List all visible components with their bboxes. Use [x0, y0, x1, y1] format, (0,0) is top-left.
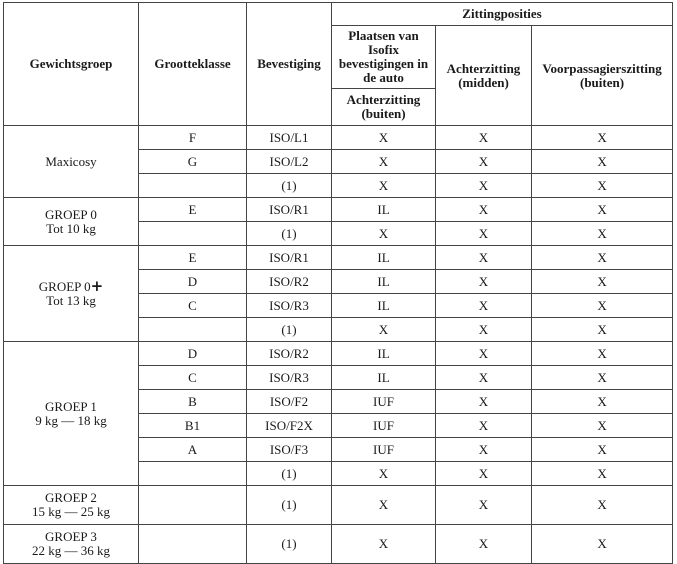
- group-name-line1: GROEP 1: [45, 398, 97, 414]
- mounting-cell: ISO/R3: [247, 366, 332, 390]
- rear-outer-cell: X: [332, 525, 436, 564]
- mounting-cell: ISO/R1: [247, 246, 332, 270]
- header-front-passenger: Voorpassagierszitting (buiten): [532, 26, 673, 126]
- size-class-cell: F: [139, 126, 247, 150]
- rear-middle-cell: X: [436, 438, 532, 462]
- size-class-cell: E: [139, 246, 247, 270]
- mounting-cell: ISO/F3: [247, 438, 332, 462]
- rear-outer-cell: X: [332, 126, 436, 150]
- mounting-cell: (1): [247, 174, 332, 198]
- group-name-groep-0-plus: [4, 246, 139, 342]
- rear-middle-cell: X: [436, 246, 532, 270]
- table-row: [4, 342, 673, 366]
- rear-outer-cell: IL: [332, 270, 436, 294]
- front-passenger-cell: X: [532, 198, 673, 222]
- rear-outer-cell: IUF: [332, 438, 436, 462]
- rear-outer-cell: X: [332, 462, 436, 486]
- rear-outer-cell: IL: [332, 342, 436, 366]
- header-isofix-places: Plaatsen van Isofix bevestigingen in de auto: [332, 26, 436, 89]
- rear-middle-cell: X: [436, 222, 532, 246]
- mounting-cell: ISO/R2: [247, 270, 332, 294]
- rear-middle-cell: X: [436, 198, 532, 222]
- rear-outer-cell: IUF: [332, 390, 436, 414]
- front-passenger-cell: X: [532, 414, 673, 438]
- front-passenger-cell: X: [532, 222, 673, 246]
- rear-middle-cell: X: [436, 342, 532, 366]
- size-class-cell: G: [139, 150, 247, 174]
- group-name-groep-2: [4, 486, 139, 525]
- header-mounting: Bevestiging: [247, 3, 332, 126]
- rear-middle-cell: X: [436, 486, 532, 525]
- size-class-cell: [139, 222, 247, 246]
- rear-outer-cell: IL: [332, 198, 436, 222]
- table-row: [4, 525, 673, 564]
- front-passenger-cell: X: [532, 294, 673, 318]
- size-class-cell: [139, 462, 247, 486]
- group-name-line1: GROEP 0: [38, 279, 91, 294]
- group-name: Maxicosy: [45, 153, 97, 169]
- rear-outer-cell: X: [332, 222, 436, 246]
- size-class-cell: [139, 174, 247, 198]
- rear-middle-cell: X: [436, 525, 532, 564]
- rear-middle-cell: X: [436, 318, 532, 342]
- mounting-cell: ISO/R2: [247, 342, 332, 366]
- rear-middle-cell: X: [436, 270, 532, 294]
- rear-outer-cell: IL: [332, 246, 436, 270]
- front-passenger-cell: X: [532, 318, 673, 342]
- group-name-groep-1: [4, 342, 139, 486]
- header-seat-positions: Zittingposities: [332, 3, 673, 26]
- size-class-cell: [139, 525, 247, 564]
- rear-outer-cell: IL: [332, 294, 436, 318]
- group-weight-range: 15 kg — 25 kg: [32, 504, 110, 519]
- front-passenger-cell: X: [532, 246, 673, 270]
- front-passenger-cell: X: [532, 462, 673, 486]
- mounting-cell: ISO/R3: [247, 294, 332, 318]
- header-rear-outer: Achterzitting (buiten): [332, 89, 436, 126]
- front-passenger-cell: X: [532, 438, 673, 462]
- table-row: [4, 198, 673, 222]
- mounting-cell: (1): [247, 486, 332, 525]
- header-rear-middle: Achterzitting (midden): [436, 26, 532, 126]
- rear-outer-cell: X: [332, 486, 436, 525]
- rear-middle-cell: X: [436, 150, 532, 174]
- rear-outer-cell: IUF: [332, 414, 436, 438]
- rear-middle-cell: X: [436, 414, 532, 438]
- size-class-cell: C: [139, 366, 247, 390]
- front-passenger-cell: X: [532, 126, 673, 150]
- mounting-cell: (1): [247, 525, 332, 564]
- rear-middle-cell: X: [436, 174, 532, 198]
- mounting-cell: ISO/F2X: [247, 414, 332, 438]
- table-row: [4, 126, 673, 150]
- front-passenger-cell: X: [532, 342, 673, 366]
- table-row: [4, 246, 673, 270]
- group-name-groep-0: [4, 198, 139, 246]
- size-class-cell: C: [139, 294, 247, 318]
- rear-middle-cell: X: [436, 126, 532, 150]
- front-passenger-cell: X: [532, 174, 673, 198]
- size-class-cell: D: [139, 342, 247, 366]
- rear-middle-cell: X: [436, 462, 532, 486]
- size-class-cell: E: [139, 198, 247, 222]
- front-passenger-cell: X: [532, 390, 673, 414]
- mounting-cell: ISO/L2: [247, 150, 332, 174]
- mounting-cell: (1): [247, 318, 332, 342]
- mounting-cell: ISO/L1: [247, 126, 332, 150]
- group-name-line1: GROEP 0: [45, 206, 97, 222]
- rear-middle-cell: X: [436, 366, 532, 390]
- rear-outer-cell: IL: [332, 366, 436, 390]
- group-name-line1: GROEP 3: [45, 529, 97, 544]
- mounting-cell: ISO/F2: [247, 390, 332, 414]
- front-passenger-cell: X: [532, 270, 673, 294]
- front-passenger-cell: X: [532, 525, 673, 564]
- size-class-cell: D: [139, 270, 247, 294]
- size-class-cell: [139, 486, 247, 525]
- size-class-cell: B1: [139, 414, 247, 438]
- rear-outer-cell: X: [332, 174, 436, 198]
- header-size-class: Grootteklasse: [139, 3, 247, 126]
- size-class-cell: A: [139, 438, 247, 462]
- group-weight-range: Tot 13 kg: [46, 293, 96, 308]
- mounting-cell: ISO/R1: [247, 198, 332, 222]
- group-weight-range: 9 kg — 18 kg: [35, 412, 107, 428]
- header-weight-group: Gewichtsgroep: [4, 3, 139, 126]
- rear-outer-cell: X: [332, 318, 436, 342]
- front-passenger-cell: X: [532, 150, 673, 174]
- mounting-cell: (1): [247, 462, 332, 486]
- mounting-cell: (1): [247, 222, 332, 246]
- group-weight-range: Tot 10 kg: [46, 220, 96, 236]
- group-weight-range: 22 kg — 36 kg: [32, 543, 110, 558]
- group-name-maxicosy: [4, 126, 139, 198]
- isofix-compatibility-table: [3, 2, 673, 564]
- size-class-cell: [139, 318, 247, 342]
- rear-middle-cell: X: [436, 390, 532, 414]
- group-name-groep-3: [4, 525, 139, 564]
- plus-icon: +: [90, 277, 104, 295]
- size-class-cell: B: [139, 390, 247, 414]
- rear-outer-cell: X: [332, 150, 436, 174]
- front-passenger-cell: X: [532, 486, 673, 525]
- table-row: [4, 486, 673, 525]
- rear-middle-cell: X: [436, 294, 532, 318]
- front-passenger-cell: X: [532, 366, 673, 390]
- group-name-line1: GROEP 2: [45, 490, 97, 505]
